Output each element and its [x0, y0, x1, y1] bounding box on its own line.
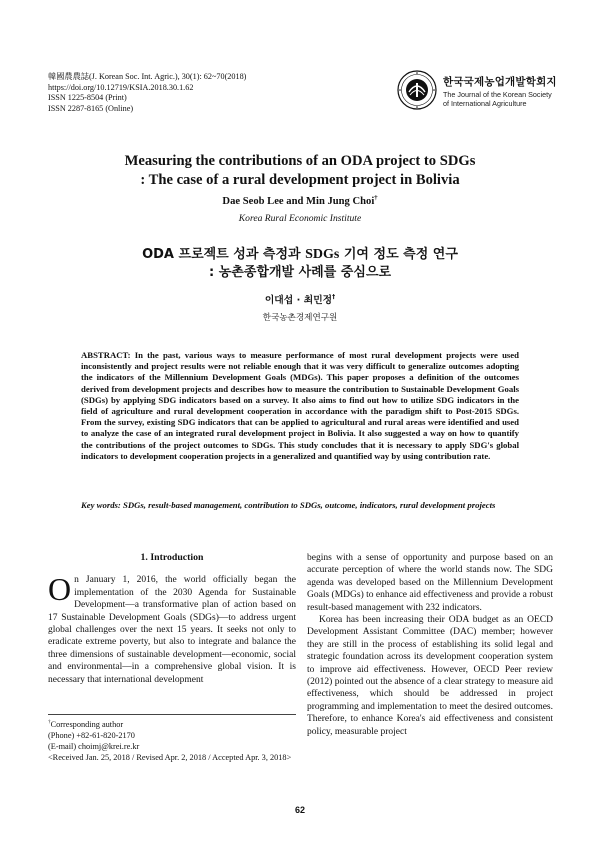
authors	[60, 196, 540, 207]
society-logo	[397, 70, 565, 112]
author-names: Dae Seob Lee and Min Jung Choi	[222, 196, 375, 207]
footnote-corresponding	[48, 719, 308, 730]
footnote	[48, 719, 308, 763]
page-number: 62	[294, 805, 305, 815]
article-title-kr	[60, 246, 540, 282]
society-name-en-line2: of International Agriculture	[443, 99, 527, 108]
author-names-kr: 이대섭 · 최민정	[264, 295, 333, 306]
issn-online: ISSN 2287-8165 (Online)	[48, 103, 134, 113]
intro-paragraph-2: begins with a sense of opportunity and purpose based on an accurate perception of where the world stands now. The SDG agenda was developed based on the Millennium Development Goals (MDGs) to enhance aid effectiveness and provide a robust result-based management with 232 indicators.	[307, 553, 553, 613]
society-name-kr: 한국국제농업개발학회지	[443, 76, 557, 88]
footnote-divider	[48, 714, 296, 715]
title-kr-line1	[60, 246, 540, 264]
left-column	[48, 552, 296, 686]
title-line2: : The case of a rural development project in Bolivia	[140, 171, 460, 188]
corresponding-mark: †	[374, 194, 378, 202]
issn-print: ISSN 1225-8504 (Print)	[48, 93, 127, 103]
society-name-en-line1: The Journal of the Korean Society	[443, 90, 552, 99]
section-heading-introduction: 1. Introduction	[140, 552, 204, 563]
footnote-email[interactable]: (E-mail) choimj@krei.re.kr	[48, 742, 140, 751]
abstract-label: ABSTRACT:	[81, 350, 131, 360]
keywords-label: Key words:	[81, 500, 121, 510]
citation: 韓國農農誌(J. Korean Soc. Int. Agric.), 30(1): 62~70(2018)	[48, 72, 247, 81]
keywords	[81, 500, 519, 511]
intro-paragraph-3: Korea has been increasing their ODA budget as an OECD Development Assistant Committee (DAC) member; however they are still in the process of establishing its solid legal and strategic foundation across its development cooperation system to improve aid effectiveness. However, OECD Peer review (2012) pointed out the absence of a clear strategy to measure aid effectiveness, which should be addressed in project programming and implementation to meet the desired outcomes. Therefore, to enhance Korea's aid effectiveness and consistent policy, measurable project	[307, 615, 553, 737]
intro-paragraph-1-text: n January 1, 2016, the world officially began the implementation of the 2030 Agenda for Sustainable Development—a transformative plan of action based on 17 Sustainable Development Goals (SDGs)—to address urgent global challenges over the next 15 years. It seeks not only to eradicate extreme poverty, but also to integrate and balance the three dimensions of sustainable development—economic, social and environmental—in a comprehensive global vision. It is necessary that international development	[48, 575, 296, 685]
abstract-text: In the past, various ways to measure performance of most rural development projects were used inconsistently and project results were not reliable enough that it was very difficult to generalize outcomes adopting the indicators of the Millennium Development Goals (MDGs). This paper proposes a definition of the outcomes derived from development projects and describes how to measure the contribution to Sustainable Development Goals (SDGs) by applying SDG indicators based on a survey. It also aims to find out how to utilize SDG indicators in the field of agriculture and rural development cooperation in accordance with the paradigm shift to Post-2015 SDGs. From the survey, existing SDG indicators that can be applied to agricultural and rural areas were identified and used to analyze the case of an integrated rural development project in Bolivia. It also suggested a way on how to quantify the contributions of the project outcomes to SDGs. This study concludes that it is necessary to apply SDG's global indicators to development cooperation projects in a generalized and quantified way by using contribution rate.	[81, 350, 519, 461]
keywords-text: SDGs, result-based management, contribution to SDGs, outcome, indicators, rural development projects	[120, 500, 496, 510]
footnote-dates: <Received Jan. 25, 2018 / Revised Apr. 2, 2018 / Accepted Apr. 3, 2018>	[48, 753, 292, 762]
authors-kr	[60, 292, 540, 306]
title-kr-line2: : 농촌종합개발 사례를 중심으로	[208, 265, 392, 280]
society-seal-icon	[397, 70, 437, 110]
title-line1: Measuring the contributions of an ODA project to SDGs	[124, 153, 476, 169]
footnote-mark: †	[48, 719, 51, 726]
doi-link[interactable]: https://doi.org/10.12719/KSIA.2018.30.1.62	[48, 82, 194, 92]
right-column	[307, 552, 553, 738]
citation-block	[48, 72, 246, 114]
drop-cap: O	[48, 571, 72, 608]
title-kr-sdgs: SDGs	[305, 247, 340, 262]
footnote-phone: (Phone) +82-61-820-2170	[48, 731, 135, 740]
title-kr-suffix: 기여 정도 측정 연구	[339, 247, 458, 262]
corresponding-mark-kr: †	[332, 293, 336, 301]
footnote-label: Corresponding author	[50, 720, 124, 729]
intro-paragraph-1	[48, 571, 296, 686]
affiliation-kr: 한국농촌경제연구원	[262, 313, 338, 323]
title-kr-prefix: ODA 프로젝트 성과 측정과	[142, 247, 306, 262]
affiliation: Korea Rural Economic Institute	[238, 213, 362, 224]
article-title	[60, 152, 540, 189]
abstract	[81, 350, 519, 462]
